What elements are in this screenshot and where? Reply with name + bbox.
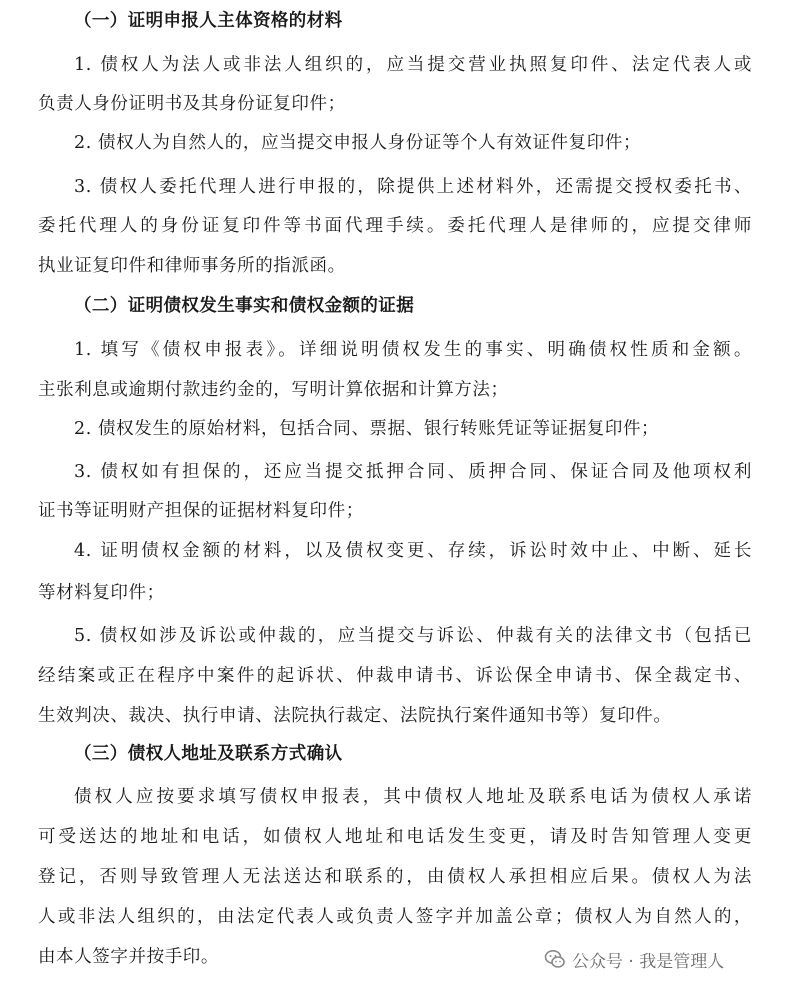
section-2-line-1: 1. 填写《债权申报表》。详细说明债权发生的事实、明确债权性质和金额。 (74, 340, 752, 360)
section-2-line-6: 4. 证明债权金额的材料，以及债权变更、存续，诉讼时效中止、中断、延长 (74, 541, 752, 561)
wechat-icon (544, 948, 566, 970)
section-2-line-5: 证书等证明财产担保的证据材料复印件； (38, 501, 364, 521)
section-3-line-4: 人或非法人组织的，由法定代表人或负责人签字并加盖公章；债权人为自然人的， (38, 907, 752, 927)
section-3-line-2: 可受送达的地址和电话，如债权人地址和电话发生变更，请及时告知管理人变更 (38, 827, 752, 847)
section-2-line-4: 3. 债权如有担保的，还应当提交抵押合同、质押合同、保证合同及他项权利 (74, 462, 752, 482)
watermark-text: 公众号 · 我是管理人 (572, 951, 725, 972)
section-2-line-10: 生效判决、裁决、执行申请、法院执行裁定、法院执行案件通知书等）复印件。 (38, 706, 672, 726)
section-1-line-5: 委托代理人的身份证复印件等书面代理手续。委托代理人是律师的，应提交律师 (38, 216, 752, 236)
watermark (544, 947, 724, 971)
section-3-line-3: 登记，否则导致管理人无法送达和联系的，由债权人承担相应后果。债权人为法 (38, 867, 752, 887)
section-2-line-7: 等材料复印件； (38, 583, 165, 603)
section-1-line-6: 执业证复印件和律师事务所的指派函。 (38, 256, 346, 276)
section-1-line-1: 1. 债权人为法人或非法人组织的，应当提交营业执照复印件、法定代表人或 (74, 55, 752, 75)
section-1-line-4: 3. 债权人委托代理人进行申报的，除提供上述材料外，还需提交授权委托书、 (74, 177, 752, 197)
section-2-heading: （二）证明债权发生事实和债权金额的证据 (74, 296, 415, 316)
section-3-line-1: 债权人应按要求填写债权申报表，其中债权人地址及联系电话为债权人承诺 (74, 787, 752, 807)
section-2-line-3: 2. 债权发生的原始材料，包括合同、票据、银行转账凭证等证据复印件； (74, 419, 660, 439)
section-2-line-8: 5. 债权如涉及诉讼或仲裁的，应当提交与诉讼、仲裁有关的法律文书（包括已 (74, 626, 752, 646)
section-1-line-3: 2. 债权人为自然人的，应当提交申报人身份证等个人有效证件复印件； (74, 133, 642, 153)
section-2-line-9: 经结案或正在程序中案件的起诉状、仲裁申请书、诉讼保全申请书、保全裁定书、 (38, 666, 752, 686)
section-2-line-2: 主张利息或逾期付款违约金的，写明计算依据和计算方法； (38, 380, 509, 400)
section-3-line-5: 由本人签字并按手印。 (38, 947, 219, 967)
section-1-line-2: 负责人身份证明书及其身份证复印件； (38, 94, 346, 114)
section-1-heading: （一）证明申报人主体资格的材料 (74, 11, 343, 31)
section-3-heading: （三）债权人地址及联系方式确认 (74, 744, 343, 764)
